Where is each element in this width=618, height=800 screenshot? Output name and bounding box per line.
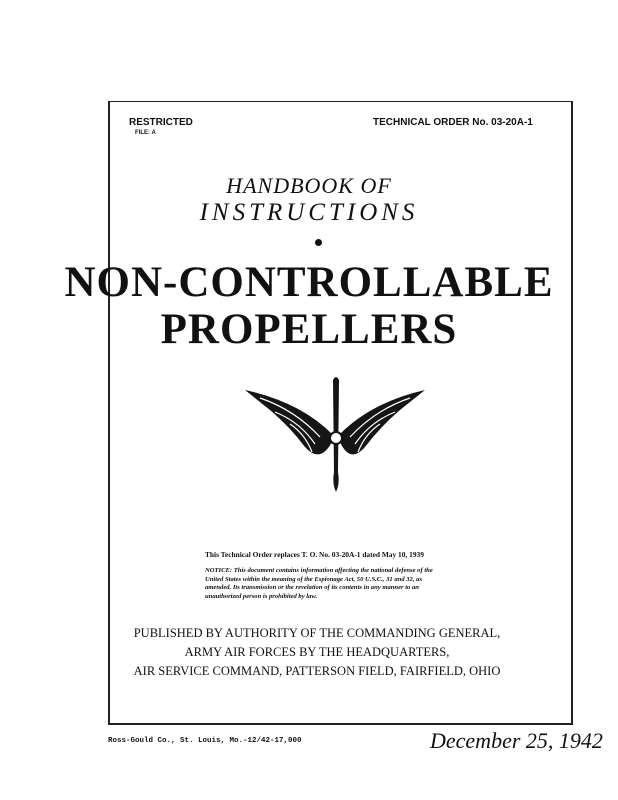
file-label: FILE: A — [135, 130, 156, 136]
publisher-line-2: ARMY AIR FORCES BY THE HEADQUARTERS, — [184, 645, 450, 659]
technical-order-number: TECHNICAL ORDER No. 03-20A-1 — [373, 117, 533, 128]
publication-date: December 25, 1942 — [430, 728, 603, 753]
publisher-line-1: PUBLISHED BY AUTHORITY OF THE COMMANDING GENERAL, — [133, 626, 501, 640]
notice-text: NOTICE: This document contains information affecting the national defense of the United States within the meaning of the Espionage Act, 50 U.S.C., 31 and 32, as amended. Its transmission or the revelation of its contents in any manner to an unauthorized person is prohibited by law. — [205, 567, 433, 600]
title-non-controllable: NON-CONTROLLABLE — [64, 259, 554, 306]
title-propellers: PROPELLERS — [160, 306, 458, 353]
replaces-note: This Technical Order replaces T. O. No. 03-20A-1 dated May 10, 1939 — [205, 550, 424, 559]
title-instructions: INSTRUCTIONS — [199, 199, 419, 226]
classification-label: RESTRICTED — [129, 117, 193, 128]
printer-imprint: Ross-Gould Co., St. Louis, Mo.-12/42-17,000 — [108, 737, 302, 745]
title-handbook: HANDBOOK OF — [226, 173, 392, 198]
publisher-line-3: AIR SERVICE COMMAND, PATTERSON FIELD, FAIRFIELD, OHIO — [133, 664, 501, 678]
bullet-icon — [315, 239, 322, 246]
winged-propeller-emblem-icon — [240, 372, 430, 497]
